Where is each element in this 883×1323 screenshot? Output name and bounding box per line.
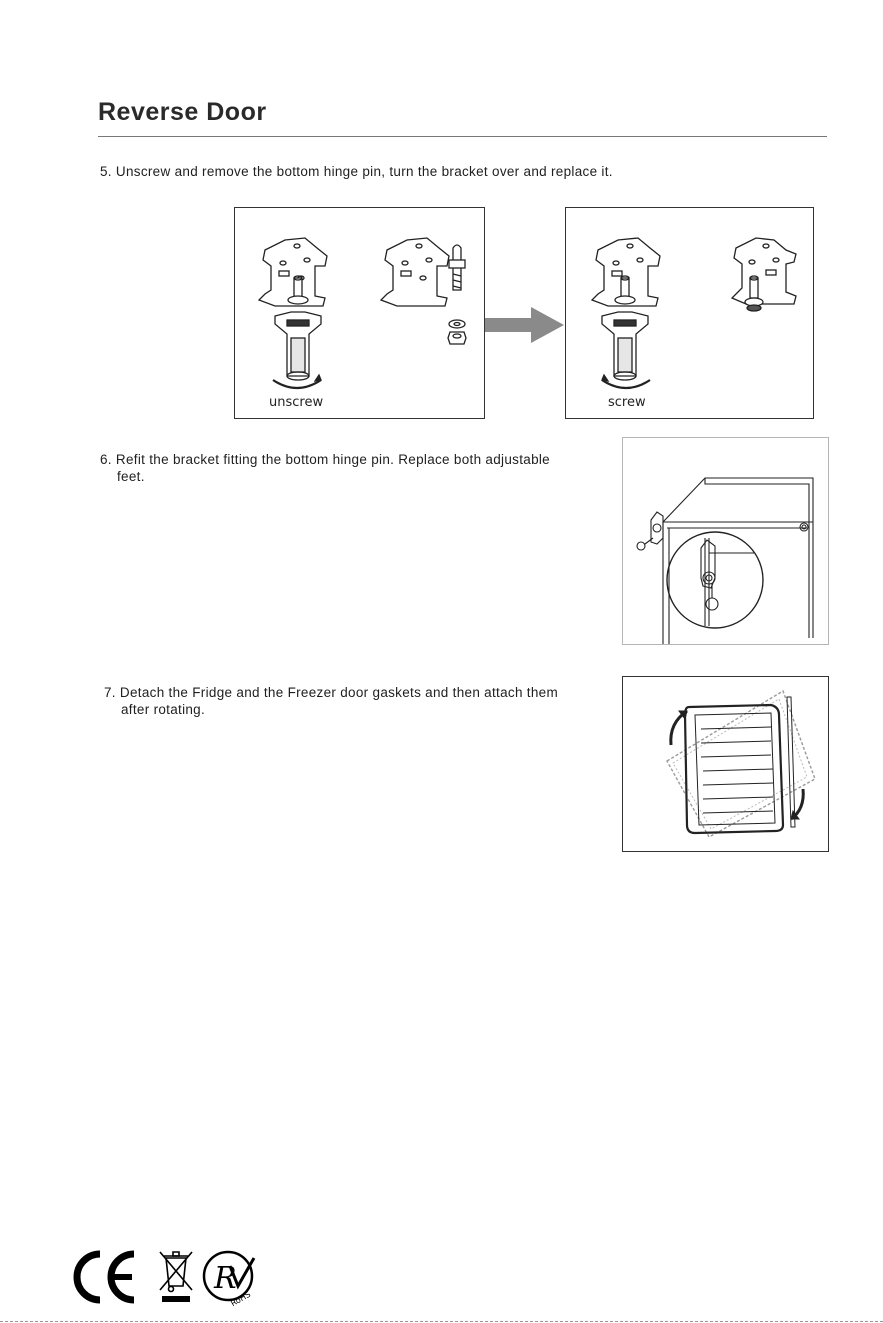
- step-5-line1: Unscrew and remove the bottom hinge pin, turn the bracket over and replace it.: [115, 164, 613, 179]
- title-divider: [98, 136, 827, 137]
- page-trim-line: [0, 1321, 883, 1322]
- screw-caption: screw: [608, 395, 646, 410]
- step-7-text: [104, 684, 604, 718]
- step-6-text: [100, 451, 600, 485]
- screw-figure: [565, 207, 814, 419]
- step-6-number: 6.: [100, 452, 112, 467]
- step-7-line1: Detach the Fridge and the Freezer door gaskets and then attach them: [119, 685, 559, 700]
- unscrew-caption: unscrew: [269, 395, 324, 410]
- step-5-text: [100, 163, 800, 180]
- step-7-line2: after rotating.: [121, 702, 206, 717]
- rohs-label: RoHS: [229, 1289, 253, 1308]
- rohs-mark-icon: [200, 1248, 260, 1308]
- step-6-line1: Refit the bracket fitting the bottom hinge pin. Replace both adjustable: [115, 452, 550, 467]
- door-gasket-illustration: [623, 677, 828, 851]
- step-7-number: 7.: [104, 685, 116, 700]
- screw-illustration: [566, 208, 813, 418]
- page-title: Reverse Door: [98, 98, 267, 126]
- step-6-line2: feet.: [117, 469, 145, 484]
- right-arrow-icon: [485, 305, 565, 345]
- unscrew-illustration: [235, 208, 484, 418]
- ce-mark-icon: [70, 1250, 140, 1304]
- door-gasket-figure: [622, 676, 829, 852]
- svg-text:R: R: [214, 1261, 237, 1296]
- step-5-number: 5.: [100, 164, 112, 179]
- refit-bracket-illustration: [623, 438, 828, 644]
- unscrew-figure: [234, 207, 485, 419]
- refit-bracket-figure: [622, 437, 829, 645]
- crossed-out-wheelie-bin-icon: [156, 1246, 196, 1304]
